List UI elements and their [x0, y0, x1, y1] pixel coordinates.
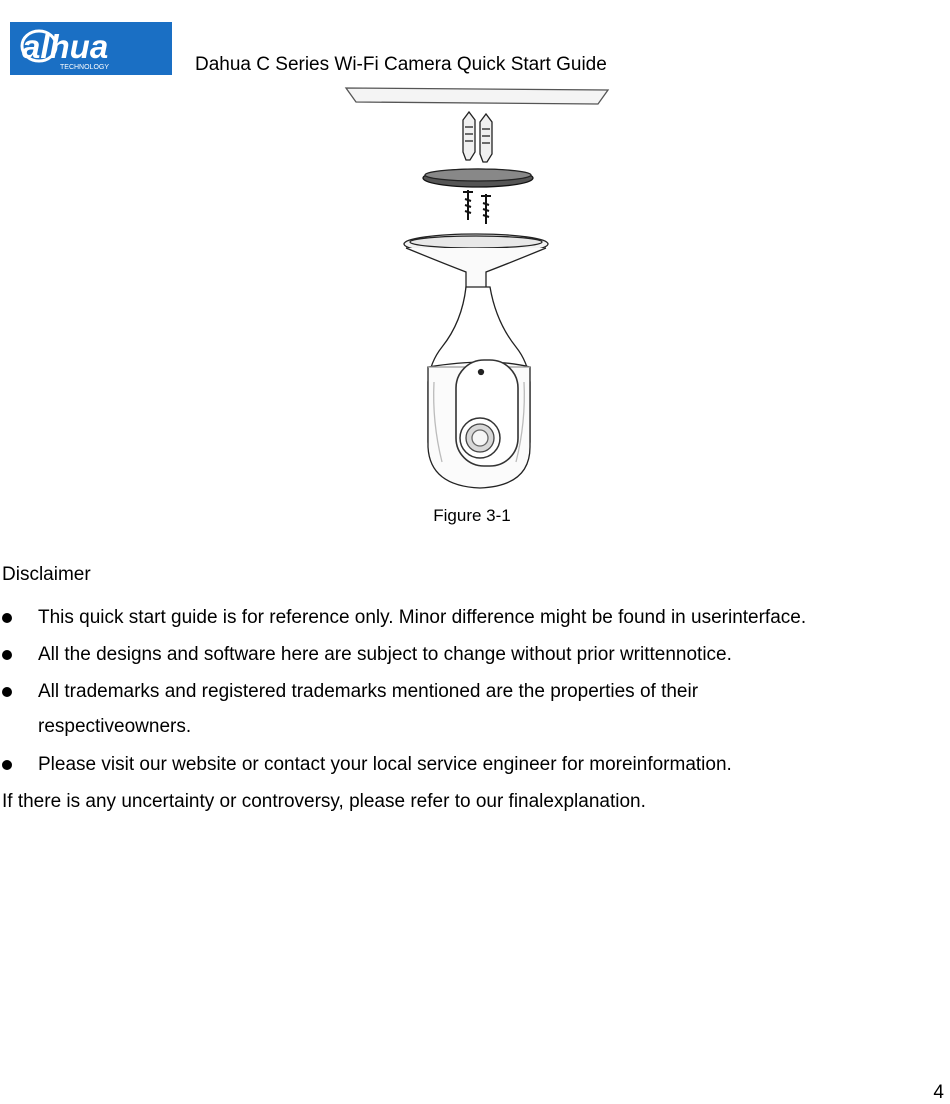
svg-text:TECHNOLOGY: TECHNOLOGY	[60, 64, 110, 71]
bullet-icon	[2, 760, 12, 770]
wall-anchors	[463, 112, 492, 162]
disclaimer-item-text: This quick start guide is for reference only. Minor difference might be found in userinterface.	[38, 607, 807, 628]
disclaimer-item-text: All the designs and software here are subject to change without prior writtennotice.	[38, 644, 732, 665]
bullet-icon	[2, 650, 12, 660]
camera-mounting-illustration	[330, 82, 630, 494]
bullet-icon	[2, 687, 12, 697]
screws	[463, 190, 491, 224]
svg-text:alhua: alhua	[22, 28, 109, 65]
document-title: Dahua C Series Wi-Fi Camera Quick Start Guide	[195, 54, 607, 75]
camera-mounting-figure	[330, 82, 630, 494]
disclaimer-item-text: Please visit our website or contact your local service engineer for moreinformation.	[38, 754, 732, 775]
disclaimer-footer-note: If there is any uncertainty or controversy, please refer to our finalexplanation.	[2, 791, 646, 812]
dahua-logo	[10, 22, 172, 75]
bullet-icon	[2, 613, 12, 623]
disclaimer-item-continuation: respectiveowners.	[38, 716, 192, 737]
figure-caption: Figure 3-1	[433, 506, 511, 525]
dahua-logo-icon	[10, 22, 172, 75]
disclaimer-heading: Disclaimer	[2, 564, 91, 585]
disclaimer-item-text: All trademarks and registered trademarks mentioned are the properties of their	[38, 681, 699, 702]
page-number: 4	[933, 1082, 944, 1103]
